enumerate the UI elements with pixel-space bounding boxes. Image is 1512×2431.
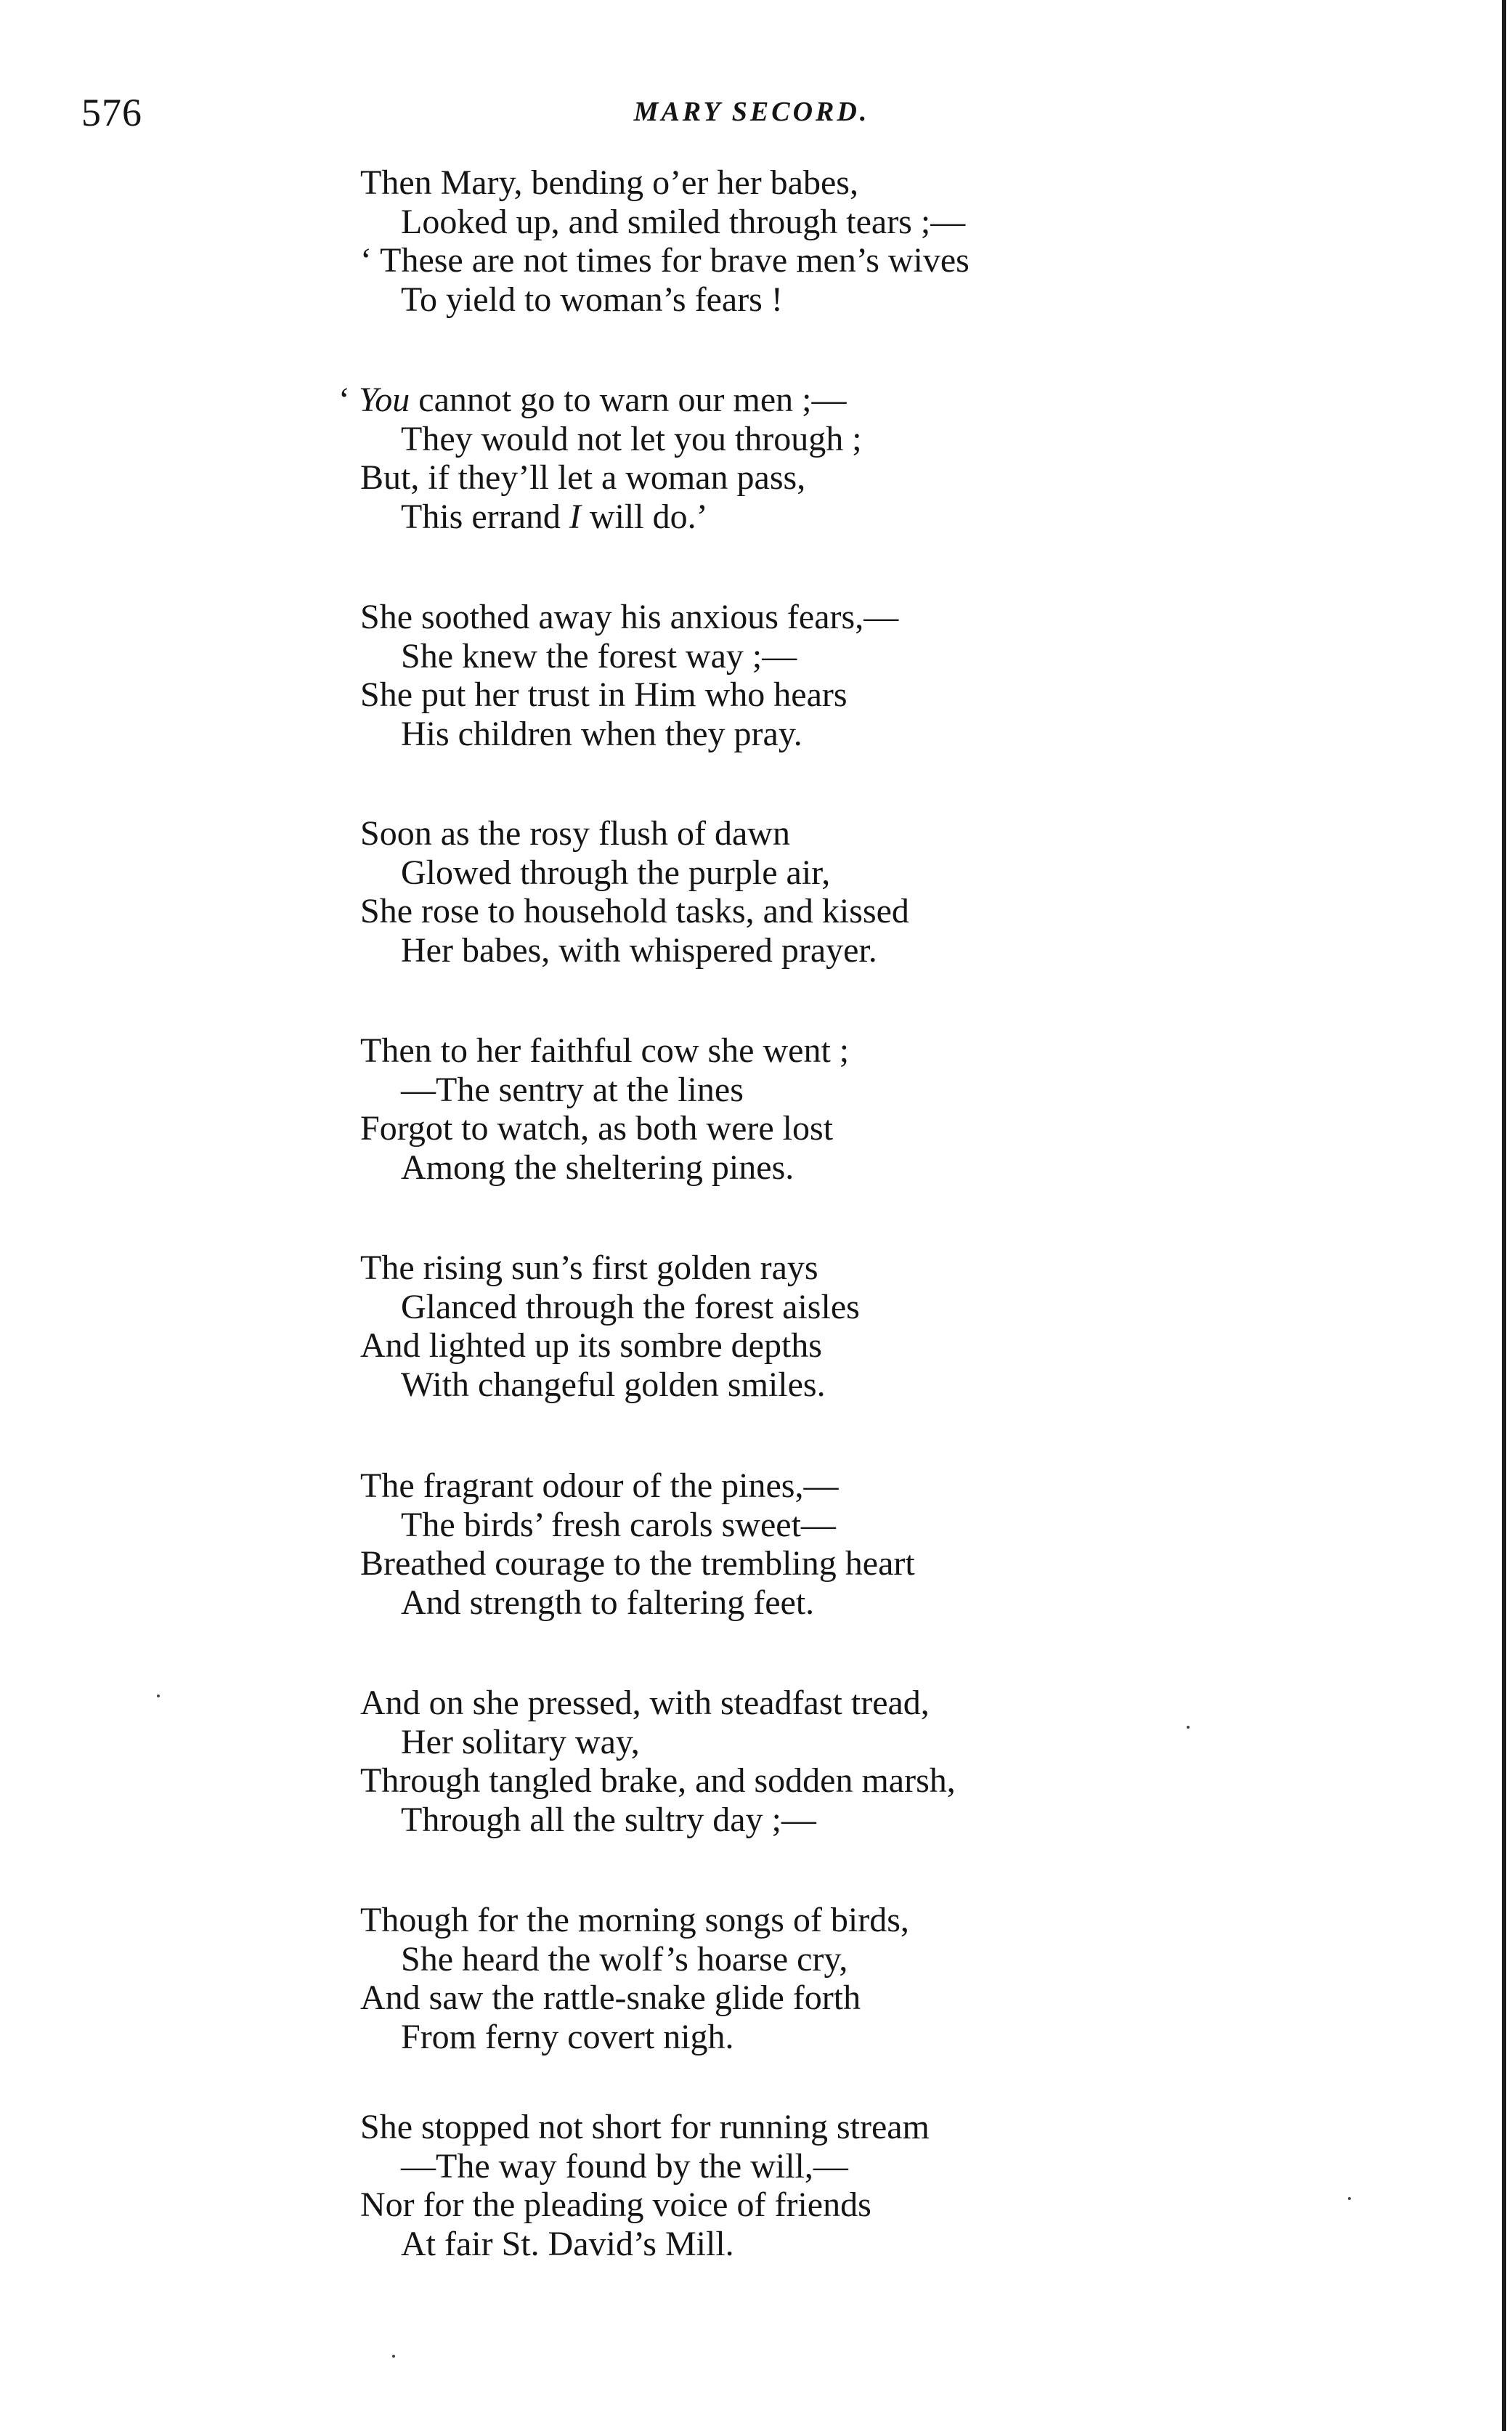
page-edge-rule [1502, 0, 1506, 2431]
poem-line: And on she pressed, with steadfast tread, [360, 1684, 930, 1722]
print-speck [1187, 1726, 1190, 1729]
poem-line: From ferny covert nigh. [401, 2017, 734, 2056]
print-speck [392, 2355, 395, 2358]
poem-line: But, if they’ll let a woman pass, [360, 458, 806, 497]
poem-line: The fragrant odour of the pines,— [360, 1466, 839, 1505]
poem-line: They would not let you through ; [401, 419, 862, 458]
poem-line: She rose to household tasks, and kissed [360, 892, 909, 930]
poem-line: Glanced through the forest aisles [401, 1287, 860, 1326]
poem-line: Through all the sultry day ;— [401, 1800, 816, 1839]
running-head: MARY SECORD. [633, 97, 870, 127]
poem-line: Though for the morning songs of birds, [360, 1901, 909, 1939]
poem-line: Forgot to watch, as both were lost [360, 1109, 834, 1148]
poem-line: His children when they pray. [401, 714, 802, 753]
poem-line: The rising sun’s first golden rays [360, 1249, 818, 1287]
poem-line: ‘ These are not times for brave men’s wives [360, 241, 970, 280]
poem-line: She knew the forest way ;— [401, 636, 797, 675]
poem-line: —The sentry at the lines [401, 1070, 744, 1109]
poem-line: She soothed away his anxious fears,— [360, 598, 899, 636]
poem-line: Then to her faithful cow she went ; [360, 1031, 850, 1070]
poem-line: Soon as the rosy flush of dawn [360, 814, 790, 853]
poem-line: Through tangled brake, and sodden marsh, [360, 1761, 956, 1800]
poem-line: And saw the rattle-snake glide forth [360, 1979, 861, 2017]
line-text: ‘ [338, 381, 359, 419]
poem-line: She put her trust in Him who hears [360, 675, 848, 714]
poem-line: She heard the wolf’s hoarse cry, [401, 1939, 848, 1979]
poem-line: The birds’ fresh carols sweet— [401, 1505, 836, 1544]
emphasized-word: I [569, 497, 581, 536]
poem-line: To yield to woman’s fears ! [401, 280, 783, 319]
poem-line: And strength to faltering feet. [401, 1583, 815, 1622]
poem-line: Glowed through the purple air, [401, 853, 831, 892]
poem-line: Nor for the pleading voice of friends [360, 2186, 871, 2224]
poem-line: Then Mary, bending o’er her babes, [360, 163, 858, 202]
line-text: This errand [401, 497, 569, 536]
poem-line: At fair St. David’s Mill. [401, 2224, 734, 2263]
line-text: will do.’ [580, 497, 708, 536]
poem-line: She stopped not short for running stream [360, 2108, 930, 2146]
poem-line [338, 383, 846, 418]
poem-line: Among the sheltering pines. [401, 1148, 794, 1187]
poem-line: Looked up, and smiled through tears ;— [401, 202, 966, 241]
poem-line: And lighted up its sombre depths [360, 1326, 822, 1365]
poem-line: Her babes, with whispered prayer. [401, 930, 877, 970]
poem-line: Breathed courage to the trembling heart [360, 1544, 915, 1583]
print-speck [157, 1695, 160, 1697]
page-number: 576 [81, 91, 142, 134]
poem-line: Her solitary way, [401, 1722, 640, 1761]
emphasized-word: You [358, 381, 410, 419]
print-speck [1348, 2197, 1351, 2200]
poem-line: With changeful golden smiles. [401, 1365, 826, 1404]
poem-line [401, 497, 708, 536]
line-text: cannot go to warn our men ;— [410, 381, 847, 419]
poem-line: —The way found by the will,— [401, 2146, 848, 2186]
